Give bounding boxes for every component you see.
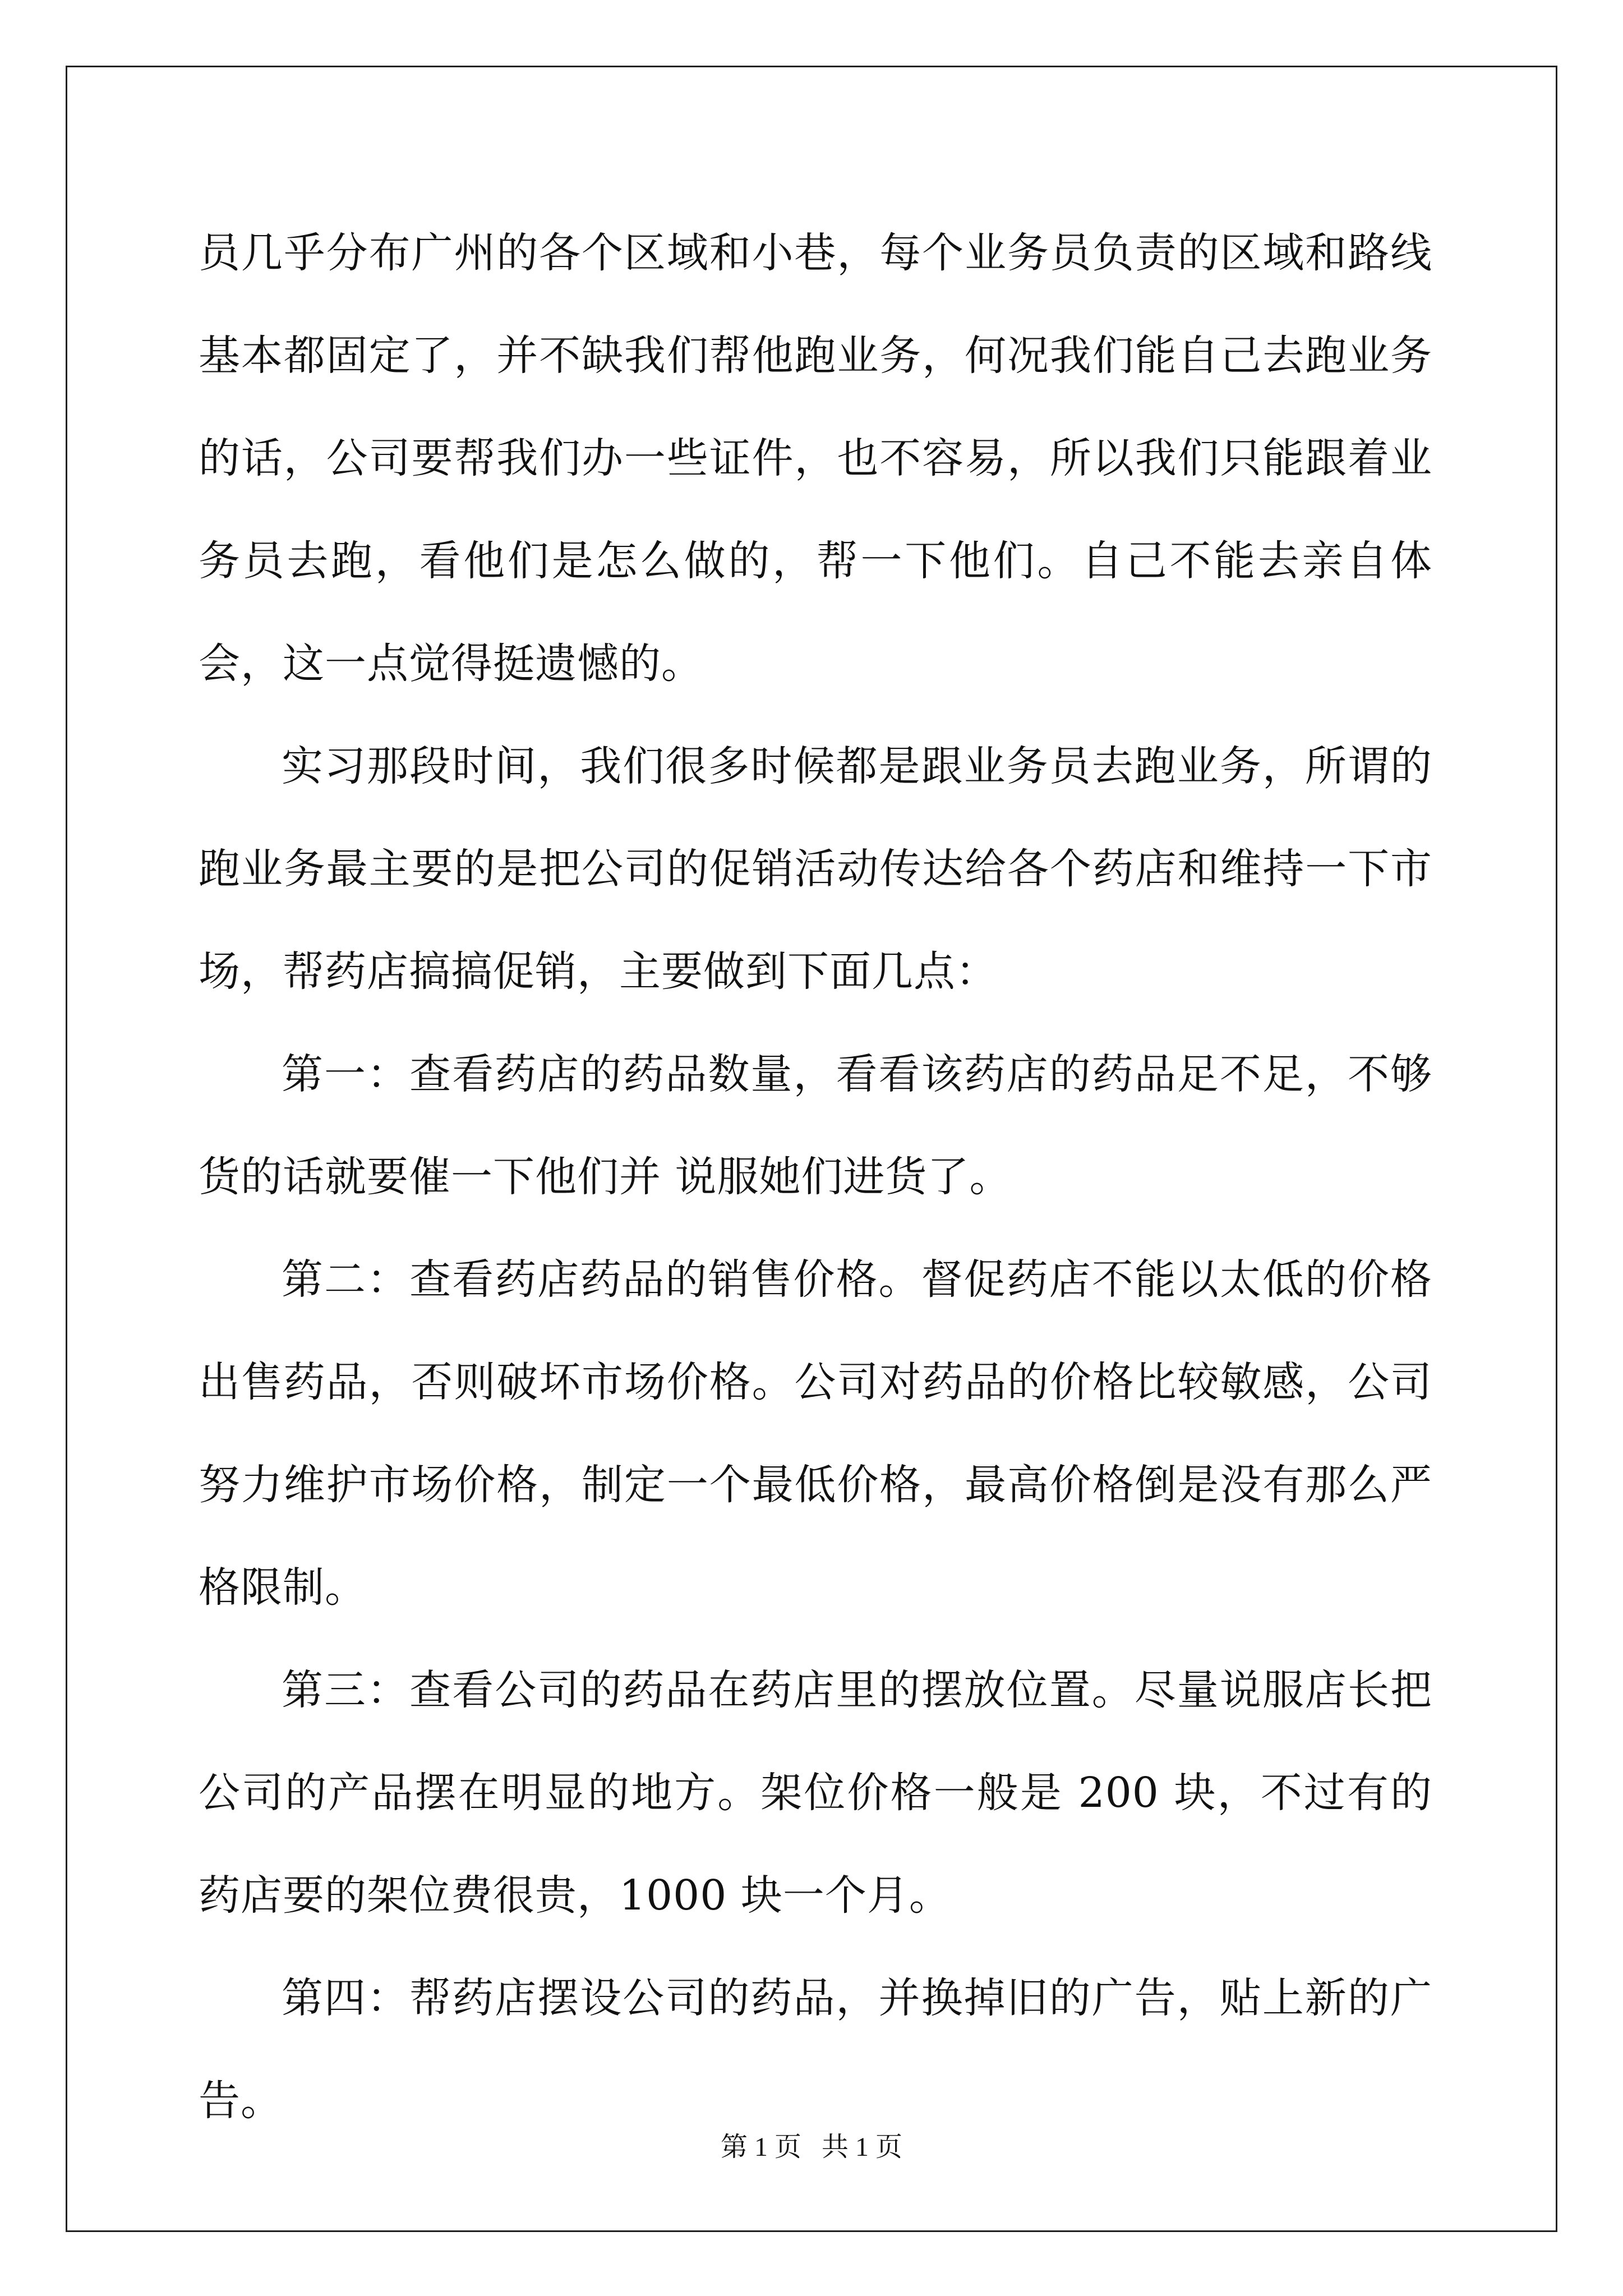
paragraph-5: 第三：查看公司的药品在药店里的摆放位置。尽量说服店长把公司的产品摆在明显的地方。架位价格一般是 200 块，不过有的药店要的架位费很贵，1000 块一个月。 bbox=[199, 1666, 1432, 1920]
document-body bbox=[199, 202, 1432, 2152]
paragraph-3: 第一：查看药店的药品数量，看看该药店的药品足不足，不够货的话就要催一下他们并 说服她们进货了。 bbox=[199, 1050, 1432, 1201]
paragraph-4: 第二：查看药店药品的销售价格。督促药店不能以太低的价格出售药品，否则破坏市场价格。公司对药品的价格比较敏感，公司努力维护市场价格，制定一个最低价格，最高价格倒是没有那么严格限制。 bbox=[199, 1255, 1432, 1612]
paragraph-2: 实习那段时间，我们很多时候都是跟业务员去跑业务，所谓的跑业务最主要的是把公司的促销活动传达给各个药店和维持一下市场，帮药店搞搞促销，主要做到下面几点： bbox=[199, 742, 1432, 996]
page-footer: 第 1 页 共 1 页 bbox=[720, 2132, 902, 2162]
paragraph-1: 员几乎分布广州的各个区域和小巷，每个业务员负责的区域和路线基本都固定了，并不缺我们帮他跑业务，何况我们能自己去跑业务的话，公司要帮我们办一些证件，也不容易，所以我们只能跟着业务员去跑，看他们是怎么做的，帮一下他们。自己不能去亲自体会，这一点觉得挺遗憾的。 bbox=[199, 229, 1432, 688]
paragraph-6: 第四：帮药店摆设公司的药品，并换掉旧的广告，贴上新的广告。 bbox=[199, 1974, 1432, 2125]
